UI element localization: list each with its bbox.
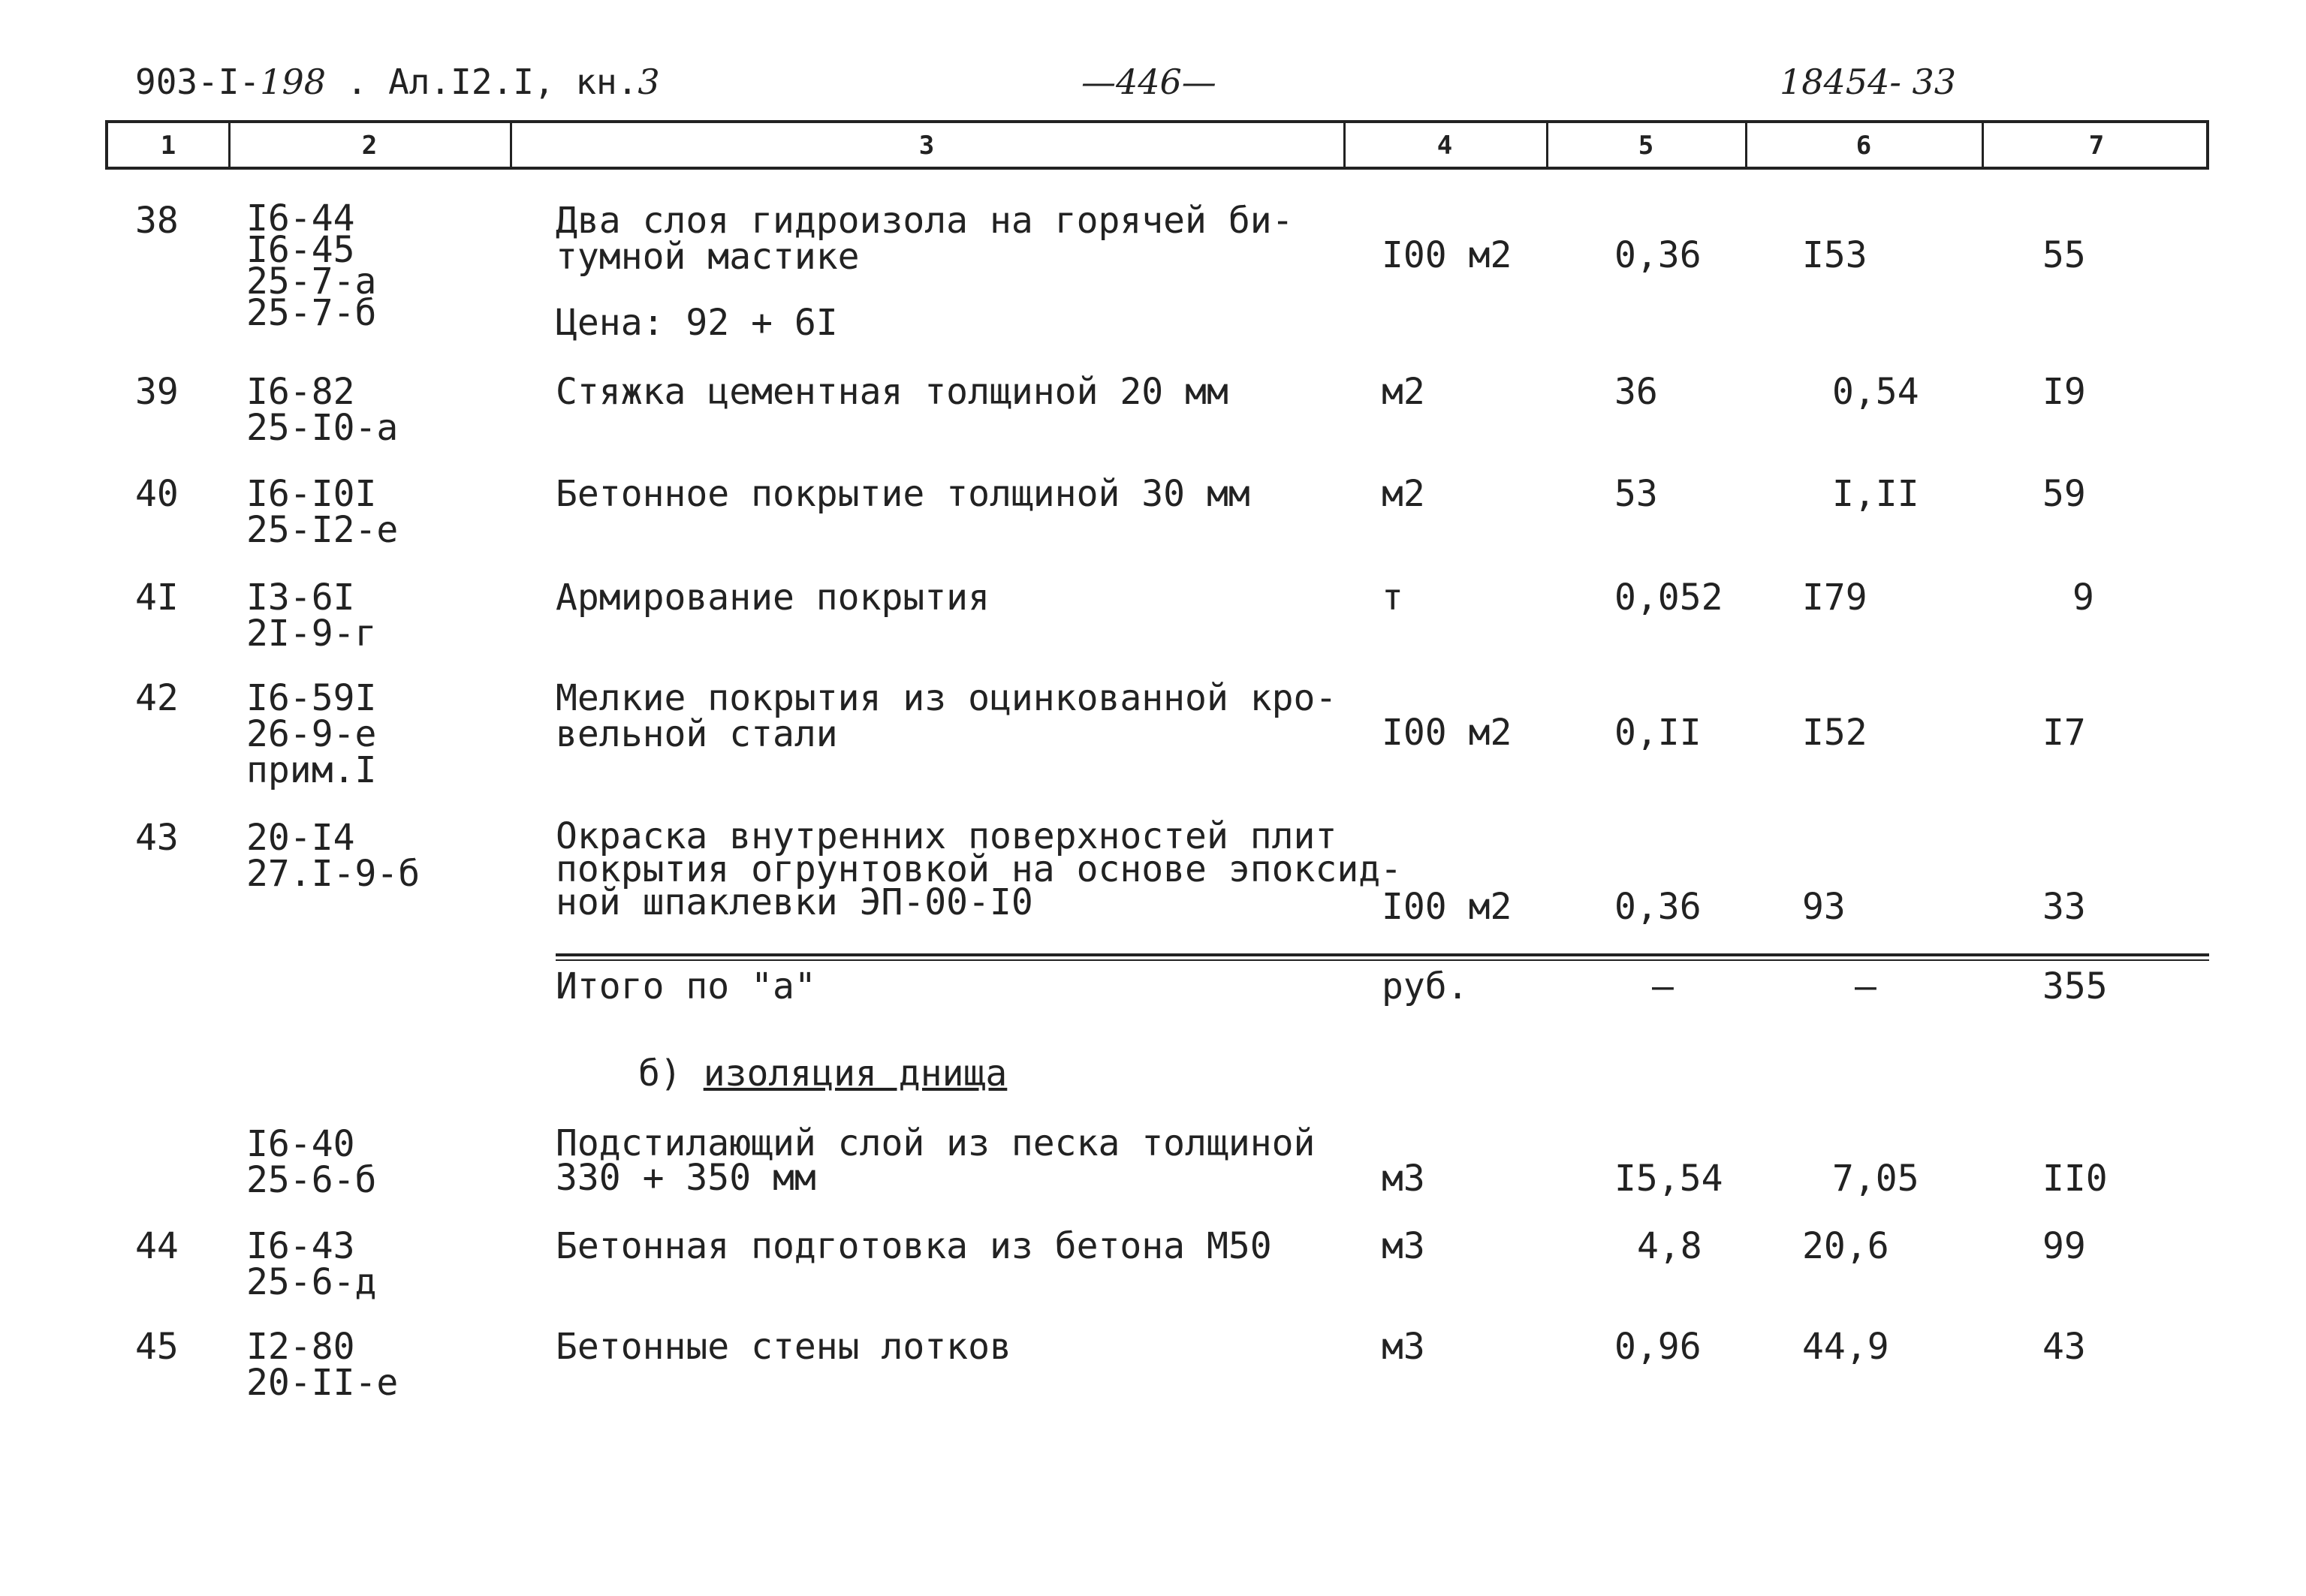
unit: I00 м2 xyxy=(1382,886,1512,928)
subtotal-label: Итого по "а" xyxy=(556,965,816,1007)
item-number: 38 xyxy=(135,200,179,242)
subtotal-divider xyxy=(556,953,2209,956)
norm-codes: I3-6I 2I-9-г xyxy=(246,577,377,655)
column-number-1: 1 xyxy=(160,131,176,161)
work-description: Окраска внутренних поверхностей плит покрытия огрунтовкой на основе эпоксид- ной шпаклевки ЭП-00-I0 xyxy=(556,815,1403,923)
norm-codes: I6-43 25-6-д xyxy=(246,1225,377,1303)
column-number-5: 5 xyxy=(1638,131,1654,161)
item-number: 43 xyxy=(135,817,179,859)
column-number-6: 6 xyxy=(1855,131,1872,161)
unit-price: 93 xyxy=(1802,886,1846,928)
unit: м3 xyxy=(1382,1225,1425,1267)
column-divider xyxy=(1982,123,1984,167)
total-cost: I7 xyxy=(2042,712,2086,754)
item-number: 39 xyxy=(135,371,179,413)
unit-price: 7,05 xyxy=(1832,1158,1919,1200)
work-description: Подстилающий слой из песка толщиной 330 + 350 мм xyxy=(556,1122,1316,1199)
quantity: 36 xyxy=(1614,371,1658,413)
work-description: Два слоя гидроизола на горячей би- тумной мастике xyxy=(556,200,1294,278)
total-cost: 59 xyxy=(2042,473,2086,515)
total-cost: 99 xyxy=(2042,1225,2086,1267)
unit-price: 0,54 xyxy=(1832,371,1919,413)
column-divider xyxy=(1343,123,1346,167)
quantity: I5,54 xyxy=(1614,1158,1723,1200)
subtotal-unit: руб. xyxy=(1382,965,1469,1007)
work-description: Бетонная подготовка из бетона М50 xyxy=(556,1225,1272,1267)
column-divider xyxy=(1745,123,1747,167)
work-description: Бетонные стены лотков xyxy=(556,1326,1011,1368)
subtotal-divider-secondary xyxy=(556,959,2209,961)
price-note: Цена: 92 + 6I xyxy=(556,302,838,344)
work-description: Армирование покрытия xyxy=(556,577,990,619)
quantity: 53 xyxy=(1614,473,1658,515)
column-header-bar xyxy=(105,120,2209,170)
total-cost: 33 xyxy=(2042,886,2086,928)
subtotal-quantity: — xyxy=(1652,965,1674,1007)
norm-codes: 20-I4 27.I-9-б xyxy=(246,817,421,895)
unit-price: I,II xyxy=(1832,473,1919,515)
page-number: —446— xyxy=(1081,62,1216,102)
item-number: 42 xyxy=(135,677,179,719)
column-divider xyxy=(510,123,512,167)
norm-codes: I6-44 I6-45 25-7-а 25-7-б xyxy=(246,197,377,334)
quantity: 0,36 xyxy=(1614,234,1702,276)
quantity: 4,8 xyxy=(1637,1225,1702,1267)
work-description: Мелкие покрытия из оцинкованной кро- вельной стали xyxy=(556,677,1337,755)
column-number-3: 3 xyxy=(918,131,935,161)
quantity: 0,96 xyxy=(1614,1326,1702,1368)
section-prefix: б) xyxy=(638,1052,704,1095)
unit-price: 20,6 xyxy=(1802,1225,1889,1267)
column-number-2: 2 xyxy=(361,131,378,161)
unit: м3 xyxy=(1382,1326,1425,1368)
column-divider xyxy=(228,123,231,167)
unit: I00 м2 xyxy=(1382,234,1512,276)
total-cost: 55 xyxy=(2042,234,2086,276)
item-number: 45 xyxy=(135,1326,179,1368)
doc-code-handwritten: 198 xyxy=(260,62,326,102)
item-number: 4I xyxy=(135,577,179,619)
quantity: 0,II xyxy=(1614,712,1702,754)
item-number: 44 xyxy=(135,1225,179,1267)
unit: м3 xyxy=(1382,1158,1425,1200)
quantity: 0,36 xyxy=(1614,886,1702,928)
book-number-handwritten: 3 xyxy=(638,62,660,102)
unit-price: I52 xyxy=(1802,712,1867,754)
unit: м2 xyxy=(1382,473,1425,515)
unit: м2 xyxy=(1382,371,1425,413)
item-number: 40 xyxy=(135,473,179,515)
section-title: изоляция днища xyxy=(703,1052,1008,1095)
reference-number: 18454- 33 xyxy=(1780,62,1957,102)
total-cost: II0 xyxy=(2042,1158,2108,1200)
norm-codes: I6-82 25-I0-а xyxy=(246,371,399,449)
unit-price: 44,9 xyxy=(1802,1326,1889,1368)
norm-codes: I6-I0I 25-I2-е xyxy=(246,473,399,551)
total-cost: 9 xyxy=(2072,577,2094,619)
norm-codes: I6-59I 26-9-е прим.I xyxy=(246,677,377,791)
document-code xyxy=(135,62,660,102)
subtotal-total: 355 xyxy=(2042,965,2108,1007)
unit: I00 м2 xyxy=(1382,712,1512,754)
work-description: Стяжка цементная толщиной 20 мм xyxy=(556,371,1228,413)
column-divider xyxy=(1546,123,1548,167)
total-cost: I9 xyxy=(2042,371,2086,413)
quantity: 0,052 xyxy=(1614,577,1723,619)
work-description: Бетонное покрытие толщиной 30 мм xyxy=(556,473,1250,515)
total-cost: 43 xyxy=(2042,1326,2086,1368)
unit: т xyxy=(1382,577,1403,619)
unit-price: I79 xyxy=(1802,577,1867,619)
norm-codes: I6-40 25-6-б xyxy=(246,1123,377,1201)
section-heading-text xyxy=(638,1052,1008,1095)
column-number-7: 7 xyxy=(2088,131,2105,161)
doc-code-prefix: 903-I- xyxy=(135,62,261,102)
column-number-4: 4 xyxy=(1436,131,1453,161)
subtotal-price: — xyxy=(1855,965,1876,1007)
norm-codes: I2-80 20-II-е xyxy=(246,1326,399,1404)
unit-price: I53 xyxy=(1802,234,1867,276)
doc-code-suffix: . Ал.I2.I, кн. xyxy=(325,62,638,102)
